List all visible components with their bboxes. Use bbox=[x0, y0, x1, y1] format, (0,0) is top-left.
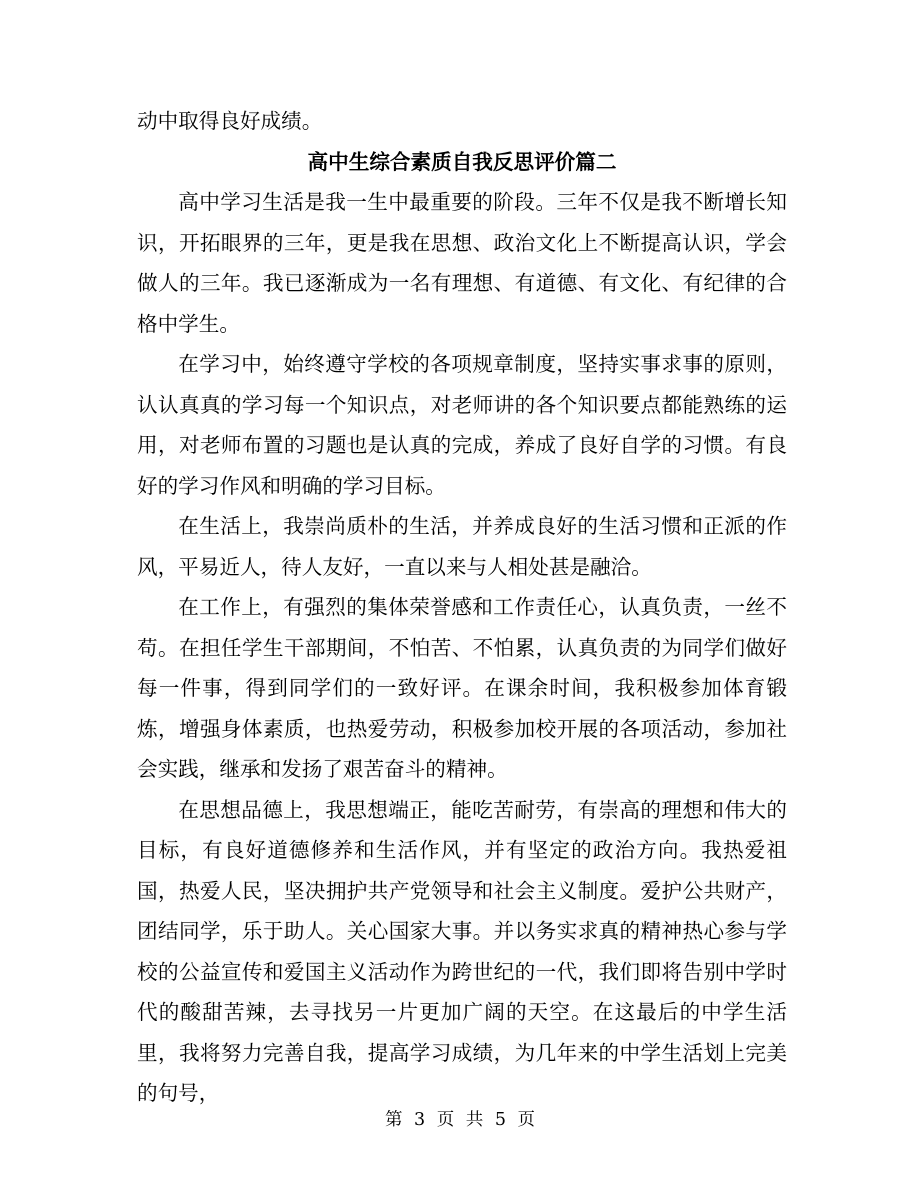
page-number-footer: 第 3 页 共 5 页 bbox=[384, 1110, 536, 1130]
document-body bbox=[137, 101, 787, 1114]
paragraph-2: 在学习中，始终遵守学校的各项规章制度，坚持实事求事的原则，认认真真的学习每一个知识点，对老师讲的各个知识要点都能熟练的运用，对老师布置的习题也是认真的完成，养成了良好自学的习惯。有良好的学习作风和明确的学习目标。 bbox=[137, 352, 787, 498]
section-title: 高中生综合素质自我反思评价篇二 bbox=[307, 149, 617, 174]
paragraph-4: 在工作上，有强烈的集体荣誉感和工作责任心，认真负责，一丝不苟。在担任学生干部期间，不怕苦、不怕累，认真负责的为同学们做好每一件事，得到同学们的一致好评。在课余时间，我积极参加体育锻炼，增强身体素质，也热爱劳动，积极参加校开展的各项活动，参加社会实践，继承和发扬了艰苦奋斗的精神。 bbox=[137, 595, 787, 781]
paragraph-3: 在生活上，我崇尚质朴的生活，并养成良好的生活习惯和正派的作风，平易近人，待人友好，一直以来与人相处甚是融洽。 bbox=[137, 514, 787, 579]
paragraph-1: 高中学习生活是我一生中最重要的阶段。三年不仅是我不断增长知识，开拓眼界的三年，更是我在思想、政治文化上不断提高认识，学会做人的三年。我已逐渐成为一名有理想、有道德、有文化、有纪律的合格中学生。 bbox=[137, 190, 787, 336]
paragraph-5: 在思想品德上，我思想端正，能吃苦耐劳，有崇高的理想和伟大的目标，有良好道德修养和生活作风，并有坚定的政治方向。我热爱祖国，热爱人民，坚决拥护共产党领导和社会主义制度。爱护公共财产，团结同学，乐于助人。关心国家大事。并以务实求真的精神热心参与学校的公益宣传和爱国主义活动作为跨世纪的一代，我们即将告别中学时代的酸甜苦辣，去寻找另一片更加广阔的天空。在这最后的中学生活里，我将努力完善自我，提高学习成绩，为几年来的中学生活划上完美的句号， bbox=[137, 797, 787, 1105]
continued-line: 动中取得良好成绩。 bbox=[137, 109, 323, 133]
